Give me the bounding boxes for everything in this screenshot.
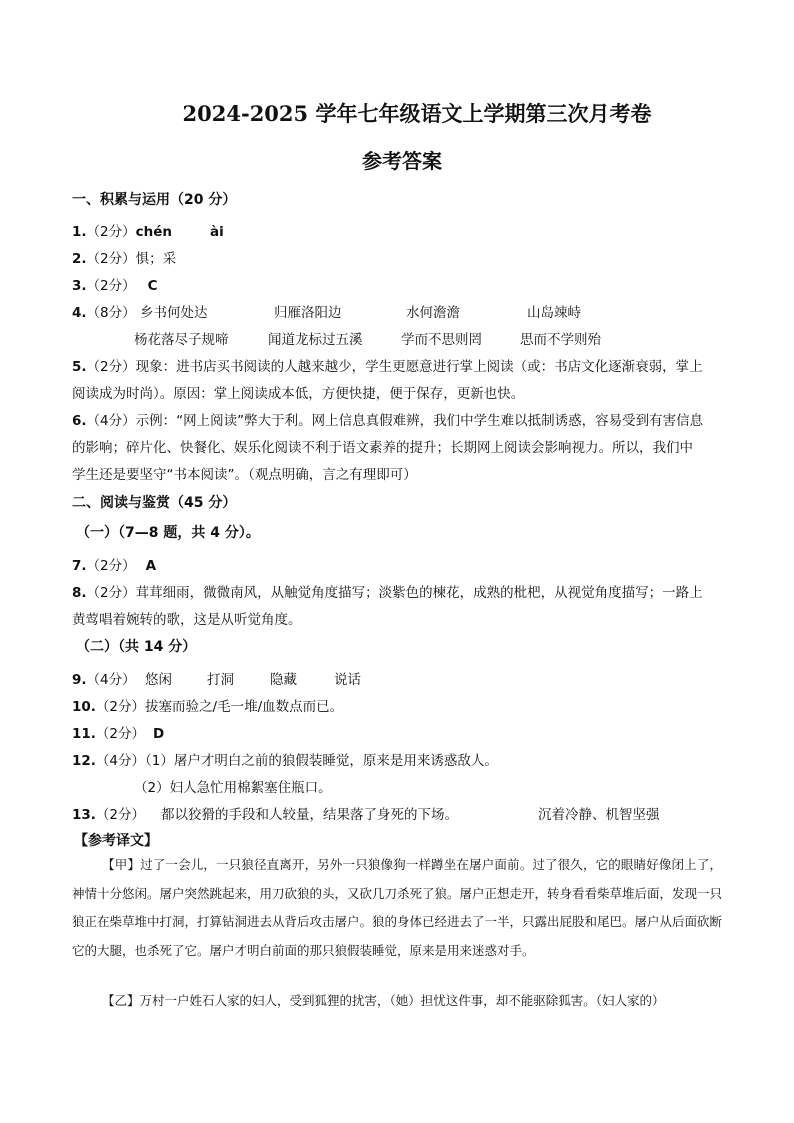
question-number: 11. [72, 726, 96, 742]
question-score: （4分） [86, 413, 136, 429]
answer-word: 说话 [334, 672, 361, 688]
answer-text: 惧；采 [135, 251, 177, 267]
question-score: （2分） [95, 726, 146, 742]
question-score: （4分） [86, 672, 136, 688]
answer-q2 [72, 247, 176, 267]
part-heading-1: （一）（7—8 题，共 4 分）。 [76, 525, 260, 541]
translation-paragraph-2 [72, 987, 722, 1016]
question-number: 12. [72, 753, 96, 769]
question-score: （2分） [86, 224, 136, 240]
question-score: （2分） [86, 585, 136, 601]
question-score: （2分） [86, 359, 136, 375]
translation-heading: 【参考译文】 [74, 833, 158, 849]
question-score: （2分） [95, 807, 146, 823]
answer-q4-row1 [72, 301, 136, 321]
translation-text: 【甲】过了一会儿，一只狼径直离开，另外一只狼像狗一样蹲坐在屠户面前。过了很久，它的眼睛好像闭上了，神情十分悠闲。屠户突然跳起来，用刀砍狼的头，又砍几刀杀死了狼。屠户正想走开，转身看看柴草堆后面，发现一只狼正在柴草堆中打洞，打算钻洞进去从背后攻击屠户。狼的身体已经进去了一半，只露出屁股和尾巴。屠户从后面砍断它的大腿，也杀死了它。屠户才明白前面的那只狼假装睡觉，原来是用来迷惑对手。 [72, 857, 723, 958]
answer-word: 打洞 [207, 672, 234, 688]
question-number: 3. [72, 278, 87, 294]
question-number: 9. [72, 672, 87, 688]
answer-pinyin-a: chén [135, 224, 173, 240]
answer-q8-line1 [72, 581, 703, 601]
answer-q13-part2: 沉着冷静、机智坚强 [538, 807, 660, 823]
poem-line: 学而不思则罔 [401, 332, 482, 348]
answer-text: （1）屠户才明白之前的狼假装睡觉，原来是用来诱惑敌人。 [145, 753, 498, 769]
answer-q3 [72, 274, 158, 294]
question-score: （2分） [86, 251, 136, 267]
answer-q6-line3: 学生还是要坚守“书本阅读”。（观点明确，言之有理即可） [72, 467, 417, 483]
question-score: （8分） [86, 305, 136, 321]
poem-line: 水何澹澹 [406, 305, 460, 321]
question-number: 7. [72, 558, 87, 574]
question-number: 1. [72, 224, 87, 240]
poem-line: 思而不学则殆 [520, 332, 601, 348]
answer-q1 [72, 220, 224, 240]
section-heading-1: 一、积累与运用（20 分） [72, 192, 237, 208]
answer-text: 都以狡猾的手段和人较量，结果落了身死的下场。 [161, 807, 459, 823]
answer-word: 悠闲 [145, 672, 172, 688]
answer-q12-line1 [72, 749, 498, 769]
translation-text: 【乙】万村一户姓石人家的妇人，受到狐狸的扰害，（她）担忧这件事，却不能驱除狐害。（妇人家的） [102, 993, 665, 1008]
poem-line: 归雁洛阳边 [274, 305, 342, 321]
answer-q8-line2: 黄莺唱着婉转的歌，这是从听觉角度。 [72, 612, 302, 628]
answer-q13 [72, 803, 458, 823]
answer-q10 [72, 695, 343, 715]
answer-q6-line1 [72, 409, 703, 429]
answer-text: D [153, 726, 165, 742]
poem-line: 山岛竦峙 [527, 305, 581, 321]
document-subtitle: 参考答案 [362, 149, 442, 173]
answer-q6-line2: 的影响；碎片化、快餐化、娱乐化阅读不利于语文素养的提升；长期网上阅读会影响视力。所以，我们中 [72, 440, 693, 456]
answer-q9 [72, 668, 136, 688]
question-number: 4. [72, 305, 87, 321]
part-heading-2: （二）（共 14 分） [76, 639, 197, 655]
question-score: （4分） [95, 753, 146, 769]
question-number: 6. [72, 413, 87, 429]
question-score: （2分） [95, 699, 146, 715]
answer-text: 现象：进书店买书阅读的人越来越少，学生更愿意进行掌上阅读（或：书店文化逐渐衰弱，掌上 [135, 359, 703, 375]
answer-text: C [147, 278, 158, 294]
answer-q12-line2: （2）妇人急忙用棉絮塞住瓶口。 [134, 780, 332, 796]
poem-line: 闻道龙标过五溪 [268, 332, 363, 348]
answer-pinyin-b: ài [210, 224, 224, 240]
answer-text: 拔塞而验之/毛一堆/血数点而已。 [145, 699, 344, 715]
answer-text: 示例：“网上阅读”弊大于利。网上信息真假难辨，我们中学生难以抵制诱惑，容易受到有害信息 [135, 413, 704, 429]
answer-text: A [145, 558, 157, 574]
poem-line: 乡书何处达 [140, 305, 208, 321]
question-score: （2分） [86, 558, 136, 574]
answer-q11 [72, 722, 164, 742]
translation-paragraph-1 [72, 851, 722, 965]
section-heading-2: 二、阅读与鉴赏（45 分） [72, 495, 237, 511]
answer-word: 隐藏 [270, 672, 297, 688]
poem-line: 杨花落尽子规啼 [134, 332, 229, 348]
answer-text: 茸茸细雨，微微南风，从触觉角度描写；淡紫色的楝花，成熟的枇杷，从视觉角度描写；一路上 [135, 585, 703, 601]
answer-q5-line1 [72, 355, 703, 375]
question-number: 10. [72, 699, 96, 715]
question-number: 5. [72, 359, 87, 375]
answer-q7 [72, 554, 156, 574]
question-number: 2. [72, 251, 87, 267]
answer-q5-line2: 阅读成为时尚）。原因：掌上阅读成本低，方便快捷，便于保存，更新也快。 [72, 386, 525, 402]
question-number: 8. [72, 585, 87, 601]
question-number: 13. [72, 807, 96, 823]
document-title: 2024-2025 学年七年级语文上学期第三次月考卷 [182, 101, 652, 126]
question-score: （2分） [86, 278, 136, 294]
